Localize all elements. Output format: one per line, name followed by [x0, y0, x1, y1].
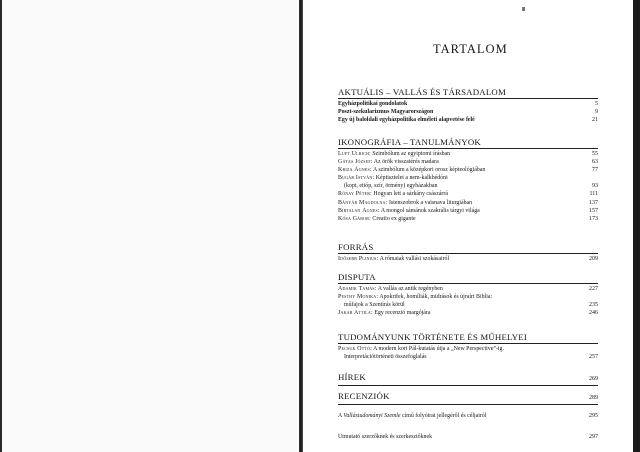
entry-author: Bugár István:: [338, 175, 375, 182]
toc-section-hirek[interactable]: [338, 372, 598, 387]
toc-tail-entry: [338, 412, 598, 420]
entry-title: Apokrifek, homíliák, midrások és újraírt Biblia:: [379, 294, 493, 301]
entry-author: Idősebb Plinius:: [338, 256, 379, 262]
entry-title: Creatio ex gigante: [372, 215, 416, 222]
page-number: 63: [592, 159, 598, 166]
toc-entry[interactable]: [338, 255, 598, 263]
toc-section-disputa: [338, 272, 598, 317]
entry-title-continued: Interpretációtörténeti összefoglalás: [344, 354, 427, 361]
entry-text-before: A: [338, 413, 344, 419]
section-heading: TUDOMÁNYUNK TÖRTÉNETE ÉS MŰHELYEI: [338, 332, 528, 342]
toc-section-forras: [338, 242, 598, 263]
section-heading: IKONOGRÁFIA – TANULMÁNYOK: [338, 137, 481, 147]
page-number: 77: [592, 167, 598, 174]
page-number: 257: [589, 354, 598, 361]
toc-entry[interactable]: [338, 108, 598, 116]
toc-entry[interactable]: [338, 190, 598, 198]
section-heading: FORRÁS: [338, 242, 374, 252]
entry-title: Poszt-szekularizmus Magyarországon: [338, 109, 434, 116]
section-rule: [338, 253, 598, 254]
toc-entry[interactable]: [338, 166, 598, 174]
section-rule: [338, 283, 598, 284]
toc-section-ikonografia: [338, 137, 598, 223]
section-heading: HÍREK: [338, 372, 366, 382]
page-number: 297: [589, 434, 598, 440]
entry-author: Pesthy Monika:: [338, 294, 379, 301]
toc-entry[interactable]: [338, 207, 598, 215]
section-rule: [338, 148, 598, 149]
entry-title: Hogyan lett a sárkány császárrá: [373, 191, 448, 198]
entry-author: Luft Ulrich:: [338, 151, 371, 157]
toc-entry[interactable]: [338, 285, 598, 293]
entry-title: A rómaiak vallási szokásairól: [379, 256, 450, 262]
toc-entry: [338, 372, 598, 384]
page-number: 5: [595, 101, 598, 107]
entry-author: Kósa Gábor:: [338, 215, 371, 222]
section-rule: [338, 385, 598, 386]
entry-author: Jakab Attila:: [338, 310, 373, 317]
entry-title: A modern kori Pál-kutatás útja a „New Perspective”-ig.: [373, 346, 504, 352]
entry-title: A mongol sámánok szakrális tárgyi világa: [380, 207, 480, 214]
scan-speck: [522, 7, 525, 11]
toc-section-tudomanyunk: [338, 332, 598, 361]
toc-entry[interactable]: [338, 215, 598, 223]
left-page-blank: [0, 0, 300, 452]
page-number: 157: [589, 207, 598, 214]
entry-title: Az örök visszatérés madara: [373, 159, 439, 166]
page-number: 209: [589, 256, 598, 262]
entry-author: Birtalan Ágnes:: [338, 207, 380, 214]
entry-title: A vallás az antik regényben: [377, 286, 443, 292]
page-number: 246: [589, 310, 598, 317]
toc-entry[interactable]: [338, 158, 598, 166]
page-number: 93: [592, 183, 598, 190]
section-heading: AKTUÁLIS – VALLÁS ÉS TÁRSADALOM: [338, 87, 506, 97]
page-number: 289: [589, 395, 598, 401]
page-number: 137: [589, 199, 598, 206]
entry-author: Bányár Magdolna:: [338, 199, 388, 206]
entry-author: Gátas József:: [338, 159, 373, 166]
section-heading: DISPUTA: [338, 272, 376, 282]
entry-text-after: című folyóirat jellegéről és céljairól: [400, 413, 487, 419]
page-number: 295: [589, 413, 598, 419]
page-number: 227: [589, 286, 598, 292]
page-number: 9: [595, 109, 598, 116]
page-number: 55: [592, 151, 598, 157]
entry-title-continued: műfajok a Szentírás körül: [344, 302, 405, 309]
toc-section-aktualis: [338, 87, 598, 124]
toc-entry[interactable]: [338, 100, 598, 108]
toc-entry[interactable]: [338, 116, 598, 124]
entry-author: Kriza Ágnes:: [338, 167, 372, 174]
entry-author: Adamik Tamás:: [338, 286, 377, 292]
journal-name: Vallástudományi Szemle: [343, 413, 401, 419]
entry-title: Útmutató szerzőknek és szerkesztőknek: [338, 434, 433, 440]
toc-entry: [338, 391, 598, 403]
entry-title: A szimbólum a középkori orosz képteológiában: [372, 167, 486, 174]
toc-entry[interactable]: [338, 150, 598, 158]
section-rule: [338, 343, 598, 344]
left-page-edge: [0, 0, 2, 452]
section-heading: RECENZIÓK: [338, 391, 390, 401]
toc-tail-entry: [338, 433, 598, 441]
page-number: 269: [589, 376, 598, 382]
entry-author: Rónay Péter:: [338, 191, 372, 198]
entry-title-continued: (kopt, etióp, szír, örmény) egyházakban: [344, 183, 438, 190]
entry-title: Istenszobrok a vaisnava liturgiában: [388, 199, 473, 206]
section-rule: [338, 98, 598, 99]
toc-entry[interactable]: [338, 293, 598, 309]
toc-entry[interactable]: [338, 345, 598, 361]
entry-title: Egyházpolitikai gondolatok: [338, 101, 408, 107]
toc-entry[interactable]: [338, 433, 598, 441]
toc-entry[interactable]: [338, 199, 598, 207]
page-number: 235: [589, 302, 598, 309]
entry-author: Pecsuk Ottó:: [338, 346, 372, 352]
toc-entry[interactable]: [338, 174, 598, 190]
section-rule: [338, 404, 598, 405]
page-title: TARTALOM: [433, 42, 508, 56]
toc-entry[interactable]: [338, 309, 598, 317]
entry-title: Egy recenzió margójára: [374, 310, 431, 317]
toc-section-recenziok[interactable]: [338, 391, 598, 406]
toc-entry[interactable]: [338, 412, 598, 420]
entry-title: Szimbólum az egyiptomi írásban: [372, 151, 451, 157]
toc-page: [303, 0, 640, 452]
page-number: 173: [589, 215, 598, 222]
page-number: 21: [592, 117, 598, 124]
entry-title: Képtisztelet a nem-kalkhédóni: [375, 175, 448, 182]
page-number: 111: [589, 191, 598, 198]
entry-title: Egy új baloldali egyházpolitika elméleti alapvetése felé: [338, 117, 475, 124]
